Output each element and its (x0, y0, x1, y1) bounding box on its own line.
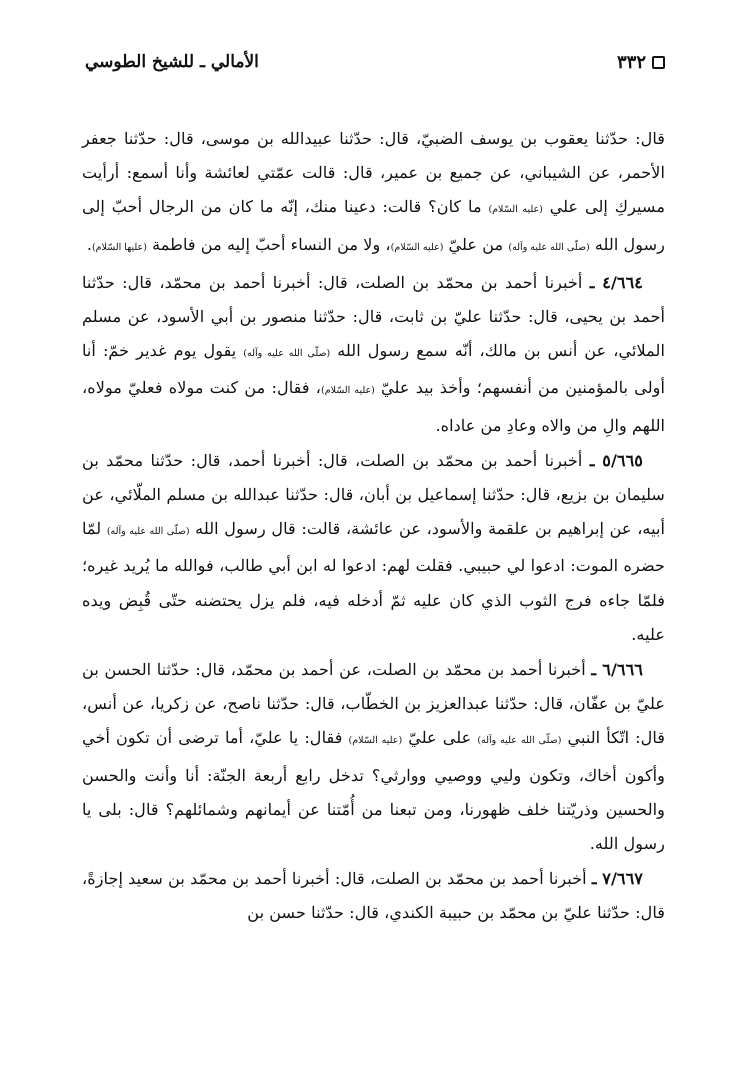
text-segment: قال: حدّثنا يعقوب بن يوسف الضبيّ، قال: حدّثنا عبيدالله بن موسى، قال: حدّثنا جعفر الأحمر، عن الشيباني، عن جميع بن عمير، قال: قالت عمّتي لعائشة وأنا أسمع: أرأيت مسيركِ إلى علي (82, 129, 665, 217)
text-segment: يقول يوم غدير خمّ: أنا أولى بالمؤمنين من أنفسهم؛ وأخذ بيد عليّ (82, 341, 665, 398)
paragraph (82, 122, 665, 265)
hadith-number: ٦/٦٦٦ ـ (591, 660, 643, 680)
honorific: (عليها السّلام) (91, 241, 147, 253)
hadith-number: ٤/٦٦٤ ـ (589, 272, 643, 292)
text-segment: لمّا حضره الموت: ادعوا لي حبيبي. فقلت لهم: ادعوا له ابن أبي طالب، فوالله ما يُريد غيره؛ فلمّا جاءه فرج الثوب الذي كان عليه ثمّ أدخله فيه، فلم يزل يحتضنه حتّى قُبِض ويده عليه. (82, 519, 665, 644)
text-segment: أخبرنا أحمد بن محمّد بن الصلت، قال: أخبرنا أحمد بن محمّد بن سعيد إجازةً، قال: حدّثنا عليّ بن محمّد بن حبيبة الكندي، قال: حدّثنا حسن بن (82, 869, 665, 923)
text-segment: أخبرنا أحمد بن محمّد بن الصلت، عن أحمد بن محمّد، قال: حدّثنا الحسن بن عليّ بن عفّان، قال: حدّثنا عبدالعزيز بن الخطّاب، قال: حدّثنا ناصح، عن زكريا، عن أنس، قال: اتّكأ النبي (82, 660, 665, 748)
page-number (617, 52, 665, 73)
hadith-number: ٧/٦٦٧ ـ (591, 869, 643, 889)
text-segment: ما كان؟ قالت: دعينا منك، إنّه ما كان من الرجال أحبّ إلى رسول الله (82, 197, 665, 254)
text-segment: على عليّ (402, 728, 478, 748)
honorific: (صلّى الله عليه وآله) (243, 348, 331, 360)
page-header (85, 48, 665, 82)
text-segment: ، فقال: من كنت مولاه فعليّ مولاه، اللهم والِ من والاه وعادِ من عاداه. (82, 378, 665, 435)
honorific: (عليه السّلام) (488, 204, 543, 216)
text-segment: أخبرنا أحمد بن محمّد بن الصلت، قال: أخبرنا أحمد، قال: حدّثنا محمّد بن سليمان بن بزيع، قال: حدّثنا إسماعيل بن أبان، قال: حدّثنا عبدالله بن مسلم الملّائي، عن أبيه، عن إبراهيم بن علقمة والأسود، عن عائشة، قالت: قال رسول الله (82, 450, 665, 539)
paragraph (82, 861, 665, 930)
body-text (82, 122, 665, 931)
hadith-number: ٥/٦٦٥ ـ (589, 450, 643, 470)
text-segment: فقال: يا عليّ، أما ترضى أن تكون أخي وأكون أخاك، وتكون وليي ووصيي ووارثي؟ تدخل رابع أربعة الجنّة: أنا وأنت والحسن والحسين وذريّتنا خلف ظهورنا، ومن تبعنا من أُمّتنا عن أيمانهم وشمائلهم؟ قال: بلى يا رسول الله. (82, 728, 665, 854)
honorific: (عليه السّلام) (390, 241, 444, 253)
paragraph (82, 652, 665, 861)
page-number-text: ٣٣٢ (616, 52, 646, 73)
honorific: (صلّى الله عليه وآله) (508, 241, 590, 253)
paragraph (82, 265, 665, 443)
text-segment: ، ولا من النساء أحبّ إليه من فاطمة (146, 234, 391, 254)
honorific: (عليه السّلام) (348, 735, 403, 747)
text-segment: من عليّ (443, 234, 509, 254)
honorific: (عليه السّلام) (321, 385, 375, 397)
square-box-icon (652, 56, 665, 69)
text-segment: أخبرنا أحمد بن محمّد بن الصلت، قال: أخبرنا أحمد بن محمّد، قال: حدّثنا أحمد بن يحيى، قال: حدّثنا عليّ بن ثابت، قال: حدّثنا منصور بن أبي الأسود، عن مسلم الملائي، عن أنس بن مالك، أنّه سمع رسول الله (82, 272, 665, 361)
running-title: الأمالي ـ للشيخ الطوسي (85, 52, 259, 72)
honorific: (صلّى الله عليه وآله) (106, 526, 190, 538)
paragraph (82, 443, 665, 652)
honorific: (صلّى الله عليه وآله) (477, 735, 562, 747)
text-segment: . (86, 234, 92, 254)
